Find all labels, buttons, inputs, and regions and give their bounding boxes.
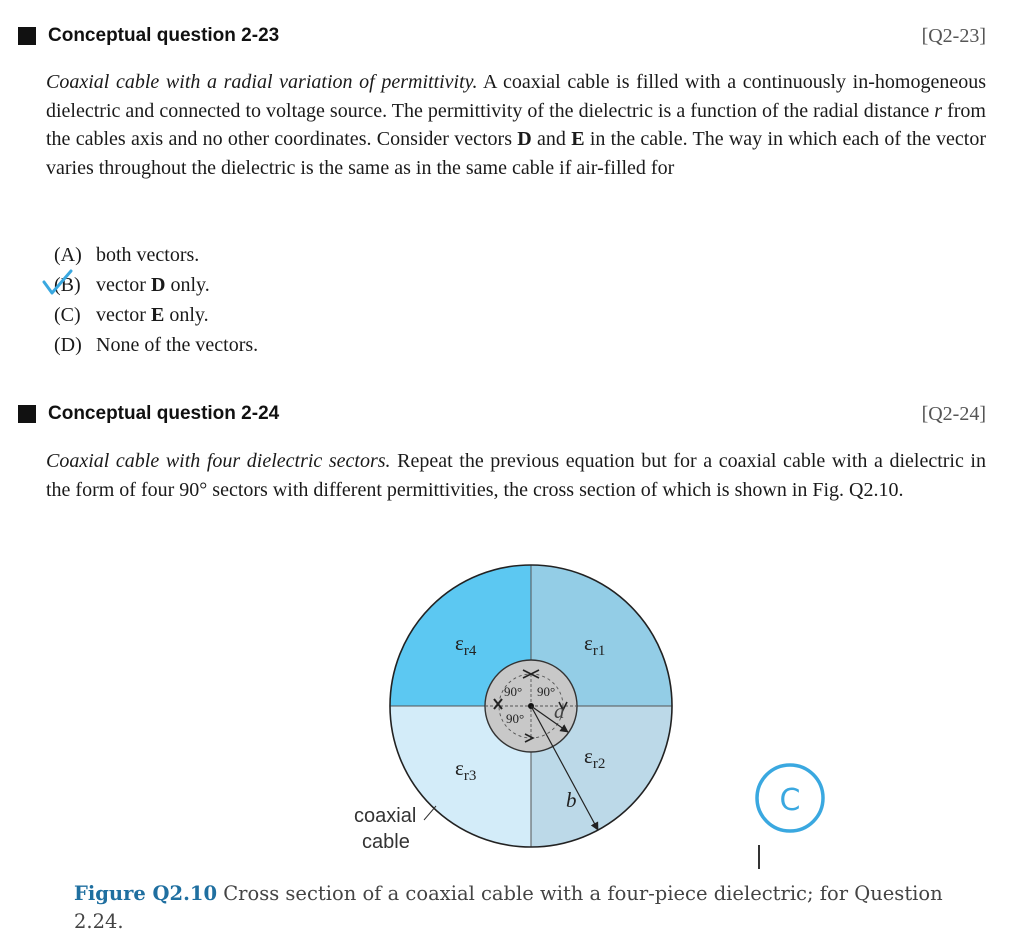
label-er3: $\varepsilon_{r3}$ [455, 756, 477, 784]
option-c-text-pre: vector [96, 304, 151, 326]
q24-text-2: sectors with different permittivities, the cross section of which is shown in Fig. Q2.10. [207, 478, 904, 501]
q23-text-4: in the cable. The way in which each of the vector varies throughout the dielectric is the same as in the same cable if air-filled for [46, 128, 987, 179]
q23-text-1: A coaxial cable is filled with a continuously in-homogeneous dielectric and connected to voltage source. The permittivity of the dielectric is a function of the radial distance [46, 71, 986, 122]
label-coaxial: coaxial [354, 805, 417, 827]
checkmark-icon [40, 268, 76, 298]
svg-text:C: C [779, 783, 801, 818]
q24-text-1: Repeat the previous equation but for a coaxial cable with a dielectric in the form of four [46, 450, 986, 501]
option-c-text-post: only. [164, 304, 209, 326]
coaxial-cross-section-figure [340, 560, 700, 870]
option-a-letter: (A) [54, 244, 82, 266]
angle-label-tr: 90° [537, 684, 556, 699]
option-d-text: None of the vectors. [96, 334, 259, 356]
figure-caption [74, 880, 974, 936]
option-b-text-post: only. [165, 274, 210, 296]
q23-header [18, 22, 986, 50]
angle-label-bl: 90° [506, 711, 525, 726]
option-c[interactable] [54, 300, 258, 330]
q23-text-2: from the cables axis and no other coordinates. Consider vectors [46, 99, 986, 150]
option-b[interactable] [54, 270, 258, 300]
q23-var-r: r [934, 99, 943, 122]
q23-title: Conceptual question 2-23 [48, 25, 280, 46]
q23-paragraph [46, 68, 986, 182]
bullet-square-icon [18, 405, 36, 423]
option-b-bold: D [150, 274, 166, 296]
q24-angle: 90° [179, 478, 208, 501]
q23-vec-d: D [517, 128, 532, 150]
q23-vec-e: E [571, 128, 585, 150]
label-er2: $\varepsilon_{r2}$ [584, 744, 606, 772]
q24-ref: [Q2-24] [921, 403, 986, 425]
q23-lead: Coaxial cable with a radial variation of permittivity. [46, 71, 478, 93]
caption-text: Cross section of a coaxial cable with a four-piece dielectric; for Question 2.24. [74, 882, 943, 933]
option-b-letter: (B) [54, 274, 81, 296]
q24-header [18, 400, 986, 428]
option-d-letter: (D) [54, 334, 82, 356]
option-b-text-pre: vector [96, 274, 151, 296]
option-d[interactable] [54, 330, 258, 360]
circled-answer-icon [752, 760, 828, 836]
label-b: b [566, 788, 577, 812]
pen-mark [758, 845, 760, 869]
label-er1: $\varepsilon_{r1}$ [584, 631, 606, 659]
option-a-text: both vectors. [96, 244, 200, 266]
q23-text-3: and [531, 128, 572, 150]
q23-options [54, 240, 258, 360]
label-cable: cable [362, 831, 410, 853]
label-er4: $\varepsilon_{r4}$ [455, 631, 477, 659]
option-c-letter: (C) [54, 304, 81, 326]
q23-ref: [Q2-23] [921, 25, 986, 47]
bullet-square-icon [18, 27, 36, 45]
q24-lead: Coaxial cable with four dielectric sectors. [46, 450, 391, 472]
caption-label: Figure Q2.10 [74, 882, 218, 905]
option-c-bold: E [150, 304, 165, 326]
q24-title: Conceptual question 2-24 [48, 403, 280, 424]
option-a[interactable] [54, 240, 258, 270]
angle-label-tl: 90° [504, 684, 523, 699]
label-a: a [554, 699, 565, 723]
q24-paragraph [46, 447, 986, 504]
